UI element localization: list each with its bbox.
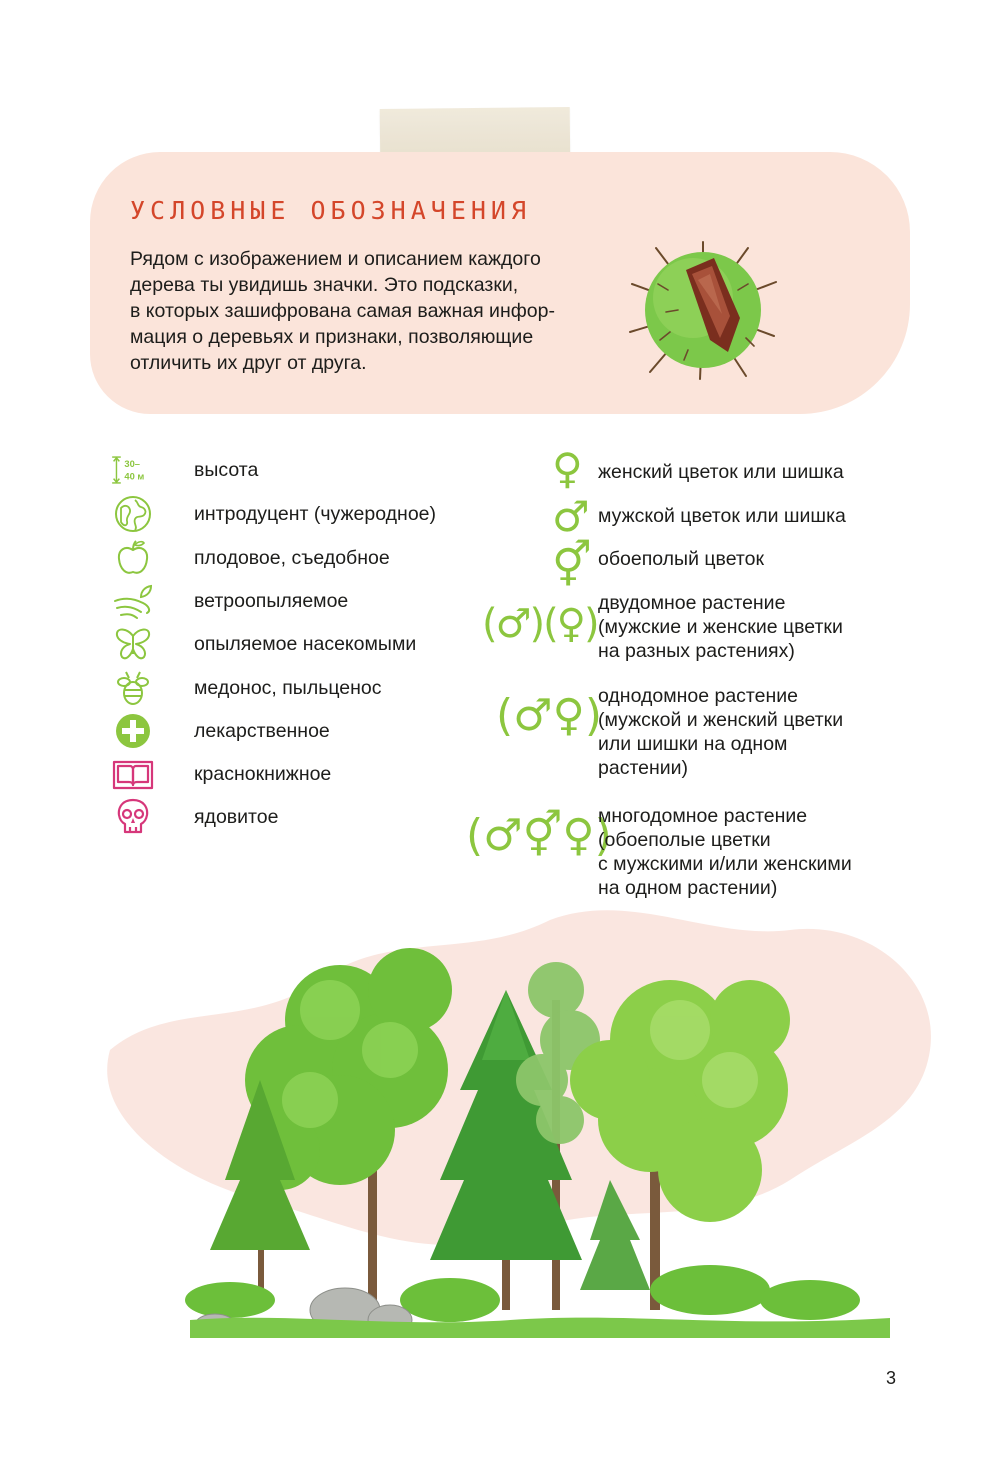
red-book-icon [110,754,156,794]
legend-item-wind-pollinated [110,581,510,621]
legend-label: медонос, пыльценос [194,677,382,699]
legend-line: дерева ты увидишь значки. Это подсказки, [130,274,519,296]
legend-label: краснокнижное [194,763,332,785]
legend-item-insect-pollinated [110,624,510,664]
legend-label: ядовитое [194,806,279,828]
legend-item-male [598,504,846,528]
dioecious-icon: (♂)(♀) [482,601,598,647]
polygamous-icon: (♂⚥♀) [466,810,612,861]
legend-item-bisexual [598,547,764,571]
legend-line: Рядом с изображением и описанием каждого [130,248,541,270]
legend-label: с мужскими и/или женскими [598,853,852,875]
legend-item-monoecious [598,684,843,780]
legend-label: женский цветок или шишка [598,461,844,483]
legend-label: интродуцент (чужеродное) [194,503,436,525]
legend-description [130,246,610,376]
chestnut-illustration [628,240,778,380]
legend-label: высота [194,459,259,481]
wind-icon [110,581,156,621]
male-symbol-icon: ♂ [552,492,590,541]
legend-label: опыляемое насекомыми [194,633,417,655]
bisexual-symbol-icon: ⚥ [552,540,592,591]
legend-line: в которых зашифрована самая важная инфор- [130,300,555,322]
legend-label: однодомное растение [598,685,798,707]
legend-line: отличить их друг от друга. [130,352,367,374]
legend-label: (мужские и женские цветки [598,616,843,638]
bee-icon [110,668,156,708]
svg-text:30–: 30– [124,459,140,470]
legend-line: мация о деревьях и признаки, позволяющие [130,326,534,348]
legend-item-honey-plant [110,668,510,708]
skull-icon [110,797,156,837]
svg-text:40 м: 40 м [124,471,145,482]
legend-label: плодовое, съедобное [194,547,390,569]
legend-item-red-book [110,754,510,794]
legend-label: на разных растениях) [598,640,795,662]
legend-label: мужской цветок или шишка [598,505,846,527]
legend-label: двудомное растение [598,592,786,614]
legend-item-dioecious [598,591,843,663]
legend-label: ветроопыляемое [194,590,349,612]
legend-label: (мужской и женский цветки [598,709,844,731]
legend-label: обоеполый цветок [598,548,764,570]
legend-item-female [598,460,844,484]
forest-illustration [90,880,950,1350]
height-icon [110,450,156,490]
butterfly-icon [110,624,156,664]
legend-label: лекарственное [194,720,330,742]
legend-item-medicinal [110,711,510,751]
legend-item-introduced [110,494,510,534]
legend-item-poisonous [110,797,510,837]
legend-label: растении) [598,757,689,779]
legend-label: многодомное растение [598,805,808,827]
medical-cross-icon [110,711,156,751]
monoecious-icon: (♂♀) [496,690,603,741]
apple-icon [110,538,156,578]
legend-item-height [110,450,510,490]
legend-item-edible [110,538,510,578]
globe-icon [110,494,156,534]
female-symbol-icon: ♀ [552,444,583,493]
legend-label: (обоеполые цветки [598,829,771,851]
legend-label: на одном растении) [598,877,778,899]
legend-label: или шишки на одном [598,733,788,755]
page-number: 3 [886,1368,897,1388]
legend-title: УСЛОВНЫЕ ОБОЗНАЧЕНИЯ [130,196,532,225]
